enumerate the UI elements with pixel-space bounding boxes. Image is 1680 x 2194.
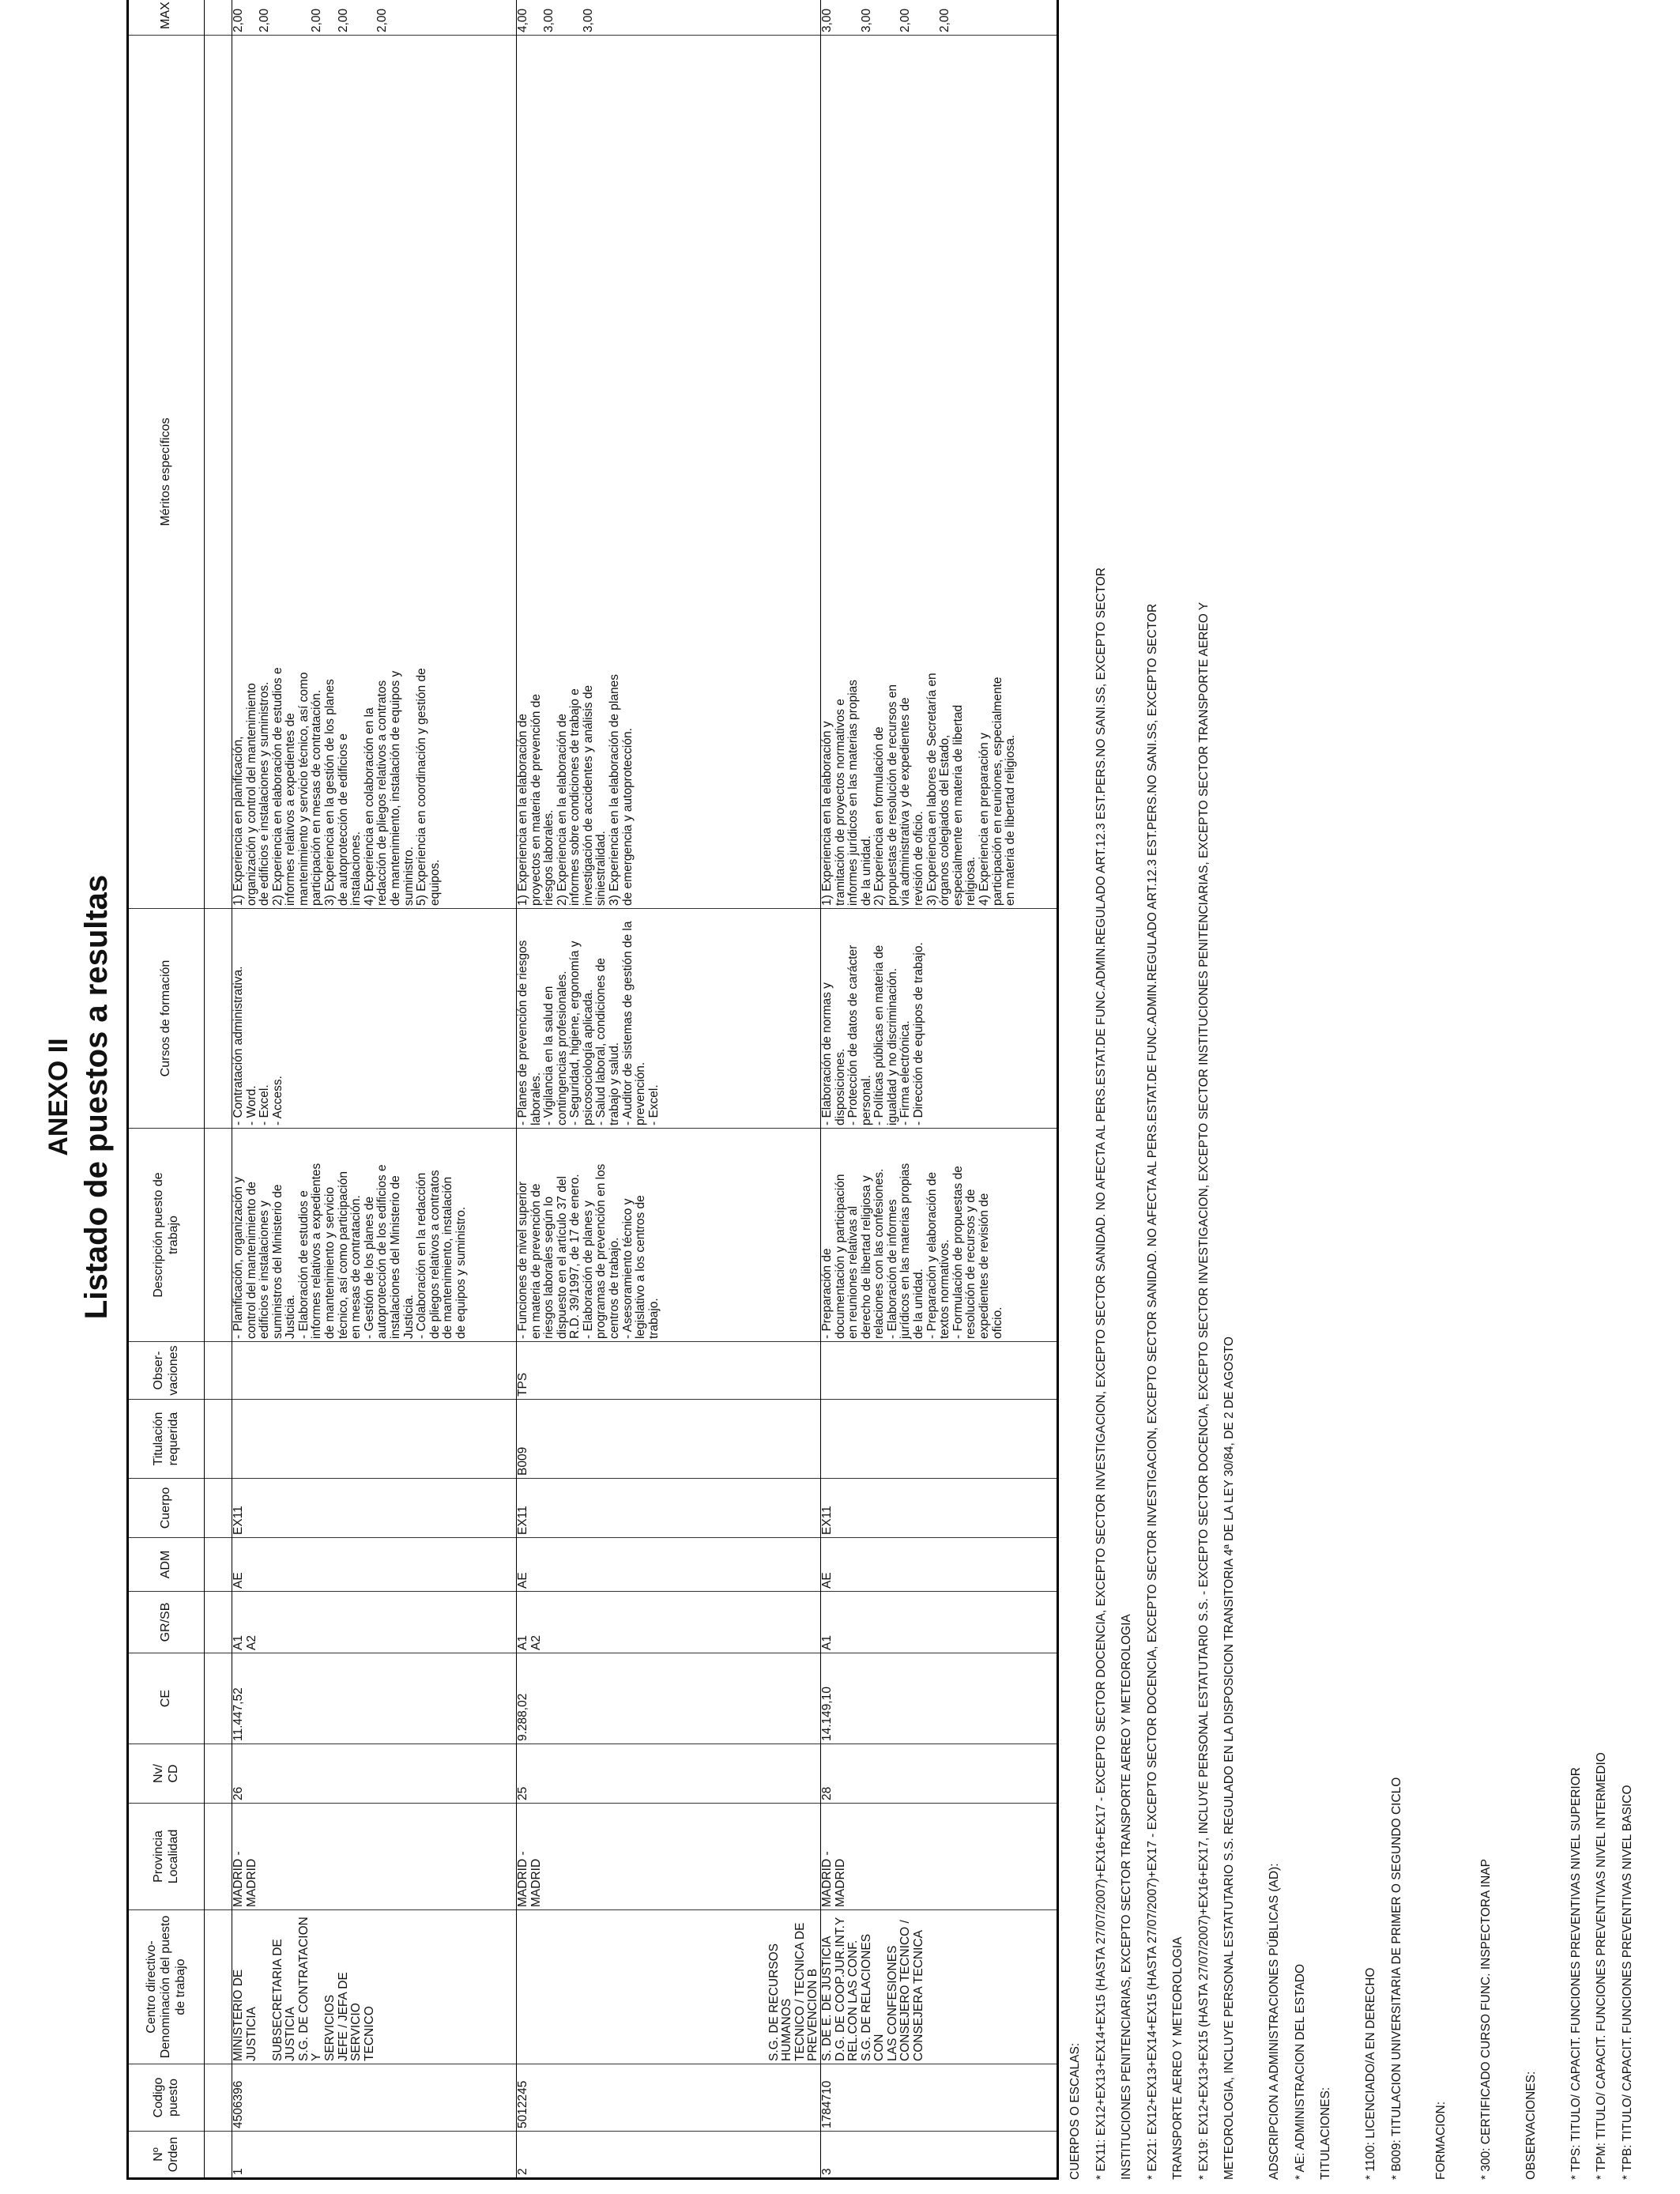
observaciones-line: * TPS: TITULO/ CAPACIT. FUNCIONES PREVENTIVAS NIVEL SUPERIOR — [1569, 1767, 1583, 2180]
col-header-titulacion: Titulación requerida — [128, 1400, 205, 1479]
cell-adm: AE — [232, 1538, 517, 1592]
cell-nivel: 26 — [232, 1744, 517, 1804]
cell-nivel: 25 — [517, 1744, 821, 1804]
col-header-cuerpo: Cuerpo — [128, 1479, 205, 1538]
cell-codigo: 5012245 — [517, 2064, 821, 2132]
col-header-codigo: Codigo puesto — [128, 2064, 205, 2132]
cell-centro: S. DE E. DE JUSTICIA D.G. DE COOP.JUR.INT.Y REL.CON LAS CONF. S.G. DE RELACIONES CON LAS CONFESIONES CONSEJERO TECNICO / CONSEJERA TECNICA — [821, 1910, 1058, 2064]
cell-cuerpo: EX11 — [821, 1479, 1058, 1538]
col-header-descripcion: Descripción puesto de trabajo — [128, 1129, 205, 1342]
spacer — [1506, 14, 1512, 2180]
cell-orden: 1 — [232, 2132, 517, 2179]
col-header-adm: ADM — [128, 1538, 205, 1592]
cell-adm: AE — [517, 1538, 821, 1592]
col-header-orden: Nº Orden — [128, 2132, 205, 2179]
spacer — [1551, 14, 1558, 2180]
page-title: ANEXO II — [43, 1038, 73, 1156]
col-header-provincia: Provincia Localidad — [128, 1804, 205, 1910]
cell-orden: 2 — [517, 2132, 821, 2179]
adscripcion-title: ADSCRIPCION A ADMINISTRACIONES PÚBLICAS (AD): — [1268, 1863, 1282, 2180]
cell-provincia: MADRID - MADRID — [232, 1804, 517, 1910]
cell-cursos: - Elaboración de normas y disposiciones. - Protección de datos de carácter personal. - Políticas públicas en materia de igualdad y no discriminación. - Firma electrónica. - Dirección de equipos de trabajo. — [821, 909, 1058, 1129]
spacer — [1249, 14, 1256, 2180]
positions-table — [126, 0, 1059, 2180]
col-header-observaciones: Obser- vaciones — [128, 1342, 205, 1400]
table-header-row — [128, 0, 205, 2179]
cell-nivel: 28 — [821, 1744, 1058, 1804]
observaciones-line: * TPM: TITULO/ CAPACIT. FUNCIONES PREVENTIVAS NIVEL INTERMEDIO — [1595, 1752, 1609, 2180]
col-header-nivel: Nv/ CD — [128, 1744, 205, 1804]
cell-centro: MINISTERIO DE JUSTICIA SUBSECRETARIA DE JUSTICIA S.G. DE CONTRATACION Y SERVICIOS JEFE / JEFA DE SERVICIO TECNICO — [232, 1910, 517, 2064]
col-header-cursos: Cursos de formación — [128, 909, 205, 1129]
table-spacer-row — [205, 0, 232, 2179]
cell-observaciones — [821, 1342, 1058, 1400]
titulaciones-line: * 1100: LICENCIADO/A EN DERECHO — [1364, 1967, 1378, 2180]
cell-provincia: MADRID - MADRID — [517, 1804, 821, 1910]
cell-orden: 3 — [821, 2132, 1058, 2179]
cuerpos-line: * EX21: EX12+EX13+EX14+EX15 (HASTA 27/07/2007)+EX17 - EXCEPTO SECTOR DOCENCIA, EXCEPTO SECTOR INVESTIGACION, EXCEPTO SECTOR SANIDAD. NO AFECTA AL PERS.ESTAT.DE FUNC.ADMIN.REGULADO ART.12.3 EST.PERS.NO SANI.SS, EXCEPTO SECTOR — [1145, 603, 1159, 2180]
cell-meritos: 1) Experiencia en planificación, organización y control del mantenimiento de edificios e instalaciones y suministros. 2) Experiencia en elaboración de estudios e informes relativos a expedientes de mantenimiento y servicio técnico, así como participación en mesas de contratación. 3) Experiencia en la gestión de los planes de autoprotección de edificios e instalaciones. 4) Experiencia en colaboración en la redacción de pliegos relativos a contratos de mantenimiento, instalación de equipos y suministro. 5) Experiencia en coordinación y gestión de equipos. — [232, 36, 517, 909]
cuerpos-line: INSTITUCIONES PENITENCIARIAS, EXCEPTO SECTOR TRANSPORTE AEREO Y METEOROLOGIA — [1120, 1614, 1134, 2180]
cuerpos-title: CUERPOS O ESCALAS: — [1068, 2042, 1083, 2180]
formacion-line: * 300: CERTIFICADO CURSO FUNC. INSPECTORA INAP — [1479, 1859, 1494, 2180]
cell-centro: S.G. DE RECURSOS HUMANOS TECNICO / TECNICA DE PREVENCION B — [517, 1910, 821, 2064]
cuerpos-line: * EX11: EX12+EX13+EX14+EX15 (HASTA 27/07/2007)+EX16+EX17 - EXCEPTO SECTOR DOCENCIA, EXCEPTO SECTOR INVESTIGACION, EXCEPTO SECTOR SANIDAD. NO AFECTA AL PERS.ESTAT.DE FUNC.ADMIN.REGULADO ART.12.3 EST.PERS.NO SANI.SS, EXCEPTO SECTOR — [1094, 567, 1108, 2180]
cell-titulacion — [232, 1400, 517, 1479]
cell-ce: 14.149,10 — [821, 1653, 1058, 1744]
page-subtitle: Listado de puestos a resultas — [79, 874, 114, 1320]
cell-cuerpo: EX11 — [517, 1479, 821, 1538]
cell-max: 3,00 3,00 2,00 2,00 — [821, 0, 1058, 36]
cell-grupo: A1 A2 — [232, 1592, 517, 1653]
col-header-meritos: Méritos específicos — [128, 36, 205, 909]
cell-observaciones — [232, 1342, 517, 1400]
cell-cursos: - Contratación administrativa. - Word. - Excel. - Access. — [232, 909, 517, 1129]
table-row — [232, 0, 517, 2179]
cell-cursos: - Planes de prevención de riesgos laborales. - Vigilancia en la salud en contingencias profesionales. - Seguridad, higiene, ergonomía y psicosociología aplicada. - Salud laboral, condiciones de trabajo y salud. - Auditor de sistemas de gestión de la prevención. - Excel. — [517, 909, 821, 1129]
spacer — [1346, 14, 1352, 2180]
table-row — [821, 0, 1058, 2179]
col-header-max: MAX — [128, 0, 205, 36]
cell-grupo: A1 A2 — [517, 1592, 821, 1653]
cell-adm: AE — [821, 1538, 1058, 1592]
titulaciones-line: * B009: TITULACION UNIVERSITARIA DE PRIMER O SEGUNDO CICLO — [1389, 1777, 1403, 2180]
table-row — [517, 0, 821, 2179]
observaciones-line: * TPB: TITULO/ CAPACIT. FUNCIONES PREVENTIVAS NIVEL BASICO — [1620, 1785, 1634, 2180]
observaciones-title: OBSERVACIONES: — [1524, 2071, 1539, 2180]
footnotes — [1057, 14, 1647, 2180]
cell-ce: 11.447,52 — [232, 1653, 517, 1744]
cell-descripcion: - Funciones de nivel superior en materia de prevención de riesgos laborales según lo dispuesto en el artículo 37 del R.D. 39/1997, de 17 de enero. - Elaboración de planes y programas de prevención en los centros de trabajo. - Asesoramiento técnico y legislativo a los centros de trabajo. — [517, 1129, 821, 1342]
cell-max: 4,00 3,00 3,00 — [517, 0, 821, 36]
cell-codigo: 4506396 — [232, 2064, 517, 2132]
cell-ce: 9.288,02 — [517, 1653, 821, 1744]
cell-meritos: 1) Experiencia en la elaboración de proyectos en materia de prevención de riesgos laborales. 2) Experiencia en la elaboración de informes sobre condiciones de trabajo e investigación de accidentes y análisis de siniestralidad. 3) Experiencia en la elaboración de planes de emergencia y autoprotección. — [517, 36, 821, 909]
cell-codigo: 1784710 — [821, 2064, 1058, 2132]
cell-cuerpo: EX11 — [232, 1479, 517, 1538]
cell-max: 2,00 2,00 2,00 2,00 2,00 — [232, 0, 517, 36]
cell-descripcion: - Planificación, organización y control del mantenimiento de edificios e instalaciones y suministros del Ministerio de Justicia. - Elaboración de estudios e informes relativos a expedientes de mantenimiento y servicio técnico, así como participación en mesas de contratación. - Gestión de los planes de autoprotección de los edificios e instalaciones del Ministerio de Justicia. - Colaboración en la redacción de pliegos relativos a contratos de mantenimiento, instalación de equipos y suministro. — [232, 1129, 517, 1342]
cell-titulacion — [821, 1400, 1058, 1479]
col-header-ce: CE — [128, 1653, 205, 1744]
titulaciones-title: TITULACIONES: — [1319, 2087, 1333, 2180]
spacer — [1461, 14, 1467, 2180]
cell-descripcion: - Preparación de documentación y participación en reuniones relativas al derecho de libertad religiosa y relaciones con las confesiones. - Elaboración de informes jurídicos en las materias propias de la unidad. - Preparación y elaboración de textos normativos. - Formulación de propuestas de resolución de recursos y de expedientes de revisión de oficio. — [821, 1129, 1058, 1342]
spacer — [1416, 14, 1422, 2180]
cuerpos-line: * EX19: EX12+EX13+EX15 (HASTA 27/07/2007)+EX16+EX17, INCLUYE PERSONAL ESTATUTARIO S.S. - EXCEPTO SECTOR DOCENCIA, EXCEPTO SECTOR INVESTIGACION, EXCEPTO SECTOR INSTITUCIONES PENITENCIARIAS, EXCEPTO SECTOR TRANSPORTE AEREO Y — [1196, 601, 1211, 2180]
cell-titulacion: B009 — [517, 1400, 821, 1479]
cell-grupo: A1 — [821, 1592, 1058, 1653]
cell-provincia: MADRID - MADRID — [821, 1804, 1058, 1910]
col-header-centro: Centro directivo- Denominación del puesto de trabajo — [128, 1910, 205, 2064]
cuerpos-line: TRANSPORTE AEREO Y METEOROLOGIA — [1171, 1936, 1185, 2180]
cuerpos-line: METEOROLOGIA, INCLUYE PERSONAL ESTATUTARIO S.S. REGULADO EN LA DISPOSICION TRANSITORIA 4ª DE LA LEY 30/84, DE 2 DE AGOSTO — [1222, 1336, 1237, 2180]
cell-observaciones: TPS — [517, 1342, 821, 1400]
cell-meritos: 1) Experiencia en la elaboración y tramitación de proyectos normativos e informes jurídicos en las materias propias de la unidad. 2) Experiencia en formulación de propuestas de resolución de recursos en vía administrativa y de expedientes de revisión de oficio. 3) Experiencia en labores de Secretaría en órganos colegiados del Estado, especialmente en materia de libertad religiosa. 4) Experiencia en preparación y participación en reuniones, especialmente en materia de libertad religiosa. — [821, 36, 1058, 909]
formacion-title: FORMACION: — [1434, 2101, 1448, 2180]
adscripcion-line: * AE: ADMINISTRACION DEL ESTADO — [1293, 1963, 1307, 2180]
col-header-grupo: GR/SB — [128, 1592, 205, 1653]
